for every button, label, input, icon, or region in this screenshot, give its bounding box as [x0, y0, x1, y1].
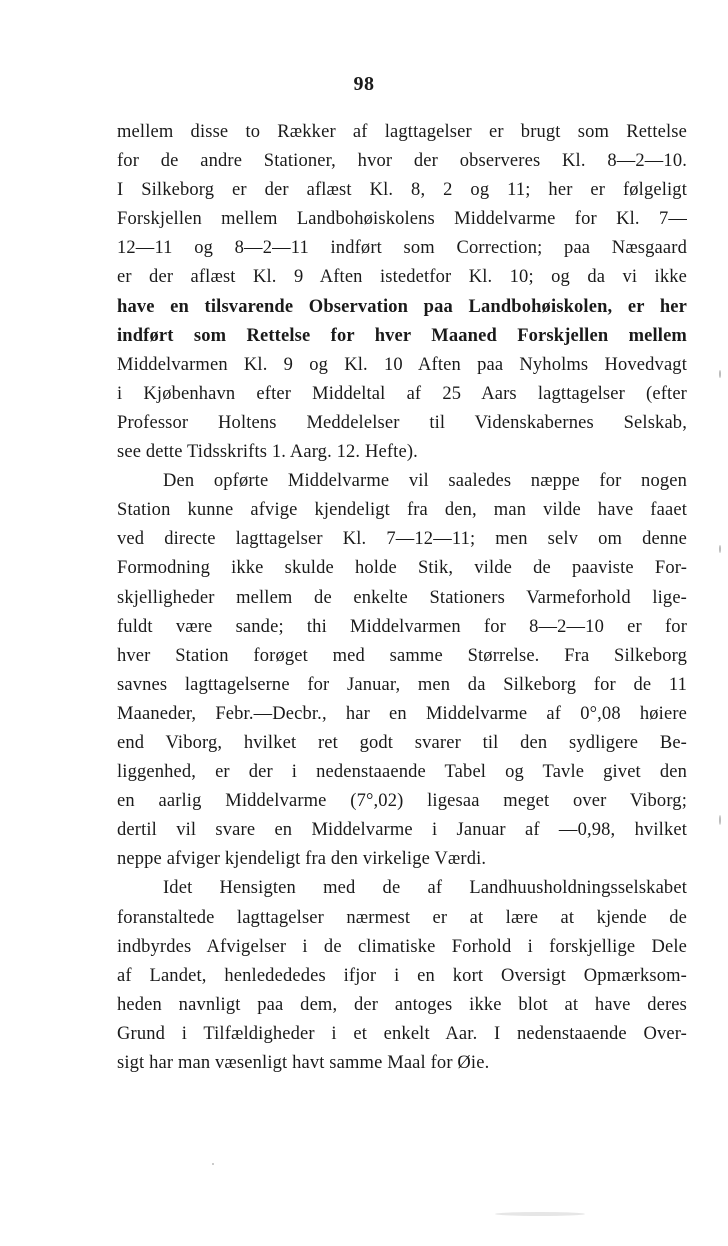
- text-line: for de andre Stationer, hvor der observeres Kl. 8—2—10.: [117, 151, 687, 172]
- body-text: [117, 118, 687, 1078]
- text-line: sigt har man væsenligt havt samme Maal for Øie.: [117, 1053, 490, 1073]
- text-line: end Viborg, hvilket ret godt svarer til den sydligere Be-: [117, 732, 687, 753]
- text-line: i Kjøbenhavn efter Middeltal af 25 Aars lagttagelser (efter: [117, 383, 687, 404]
- scan-speck: [719, 815, 721, 825]
- text-line: Forskjellen mellem Landbohøiskolens Middelvarme for Kl. 7—: [117, 209, 687, 230]
- text-line: heden navnligt paa dem, der antoges ikke blot at have deres: [117, 994, 687, 1015]
- text-line: have en tilsvarende Observation paa Landbohøiskolen, er her: [117, 296, 687, 317]
- scan-speck: [212, 1163, 214, 1165]
- text-line: savnes lagttagelserne for Januar, men da Silkeborg for de 11: [117, 674, 687, 695]
- paragraph-2: [117, 467, 687, 874]
- text-line: Grund i Tilfældigheder i et enkelt Aar. I nedenstaaende Over-: [117, 1023, 687, 1044]
- text-line: af Landet, henledededes ifjor i en kort Oversigt Opmærksom-: [117, 965, 687, 986]
- text-line: Idet Hensigten med de af Landhuusholdningsselskabet: [163, 878, 687, 899]
- text-line: 12—11 og 8—2—11 indført som Correction; paa Næsgaard: [117, 238, 687, 259]
- text-line: ved directe lagttagelser Kl. 7—12—11; men selv om denne: [117, 529, 687, 550]
- scan-speck: [719, 370, 721, 378]
- text-line: liggenhed, er der i nedenstaaende Tabel og Tavle givet den: [117, 762, 687, 783]
- text-line: I Silkeborg er der aflæst Kl. 8, 2 og 11; her er følgeligt: [117, 180, 687, 201]
- text-line: Formodning ikke skulde holde Stik, vilde de paaviste For-: [117, 558, 687, 579]
- text-line: Den opførte Middelvarme vil saaledes næppe for nogen: [163, 471, 687, 492]
- scan-speck: [495, 1212, 585, 1216]
- text-line: dertil vil svare en Middelvarme i Januar af —0,98, hvilket: [117, 820, 687, 841]
- text-line: er der aflæst Kl. 9 Aften istedetfor Kl. 10; og da vi ikke: [117, 267, 687, 288]
- paragraph-1: [117, 118, 687, 467]
- text-line: en aarlig Middelvarme (7°,02) ligesaa meget over Viborg;: [117, 791, 687, 812]
- text-line: skjelligheder mellem de enkelte Stationers Varmeforhold lige-: [117, 587, 687, 608]
- text-line: indbyrdes Afvigelser i de climatiske Forhold i forskjellige Dele: [117, 936, 687, 957]
- text-line: Maaneder, Febr.—Decbr., har en Middelvarme af 0°,08 høiere: [117, 703, 687, 724]
- text-line: hver Station forøget med samme Størrelse. Fra Silkeborg: [117, 645, 687, 666]
- text-line: foranstaltede lagttagelser nærmest er at lære at kjende de: [117, 907, 687, 928]
- text-line: fuldt være sande; thi Middelvarmen for 8—2—10 er for: [117, 616, 687, 637]
- text-line: mellem disse to Rækker af lagttagelser er brugt som Rettelse: [117, 122, 687, 142]
- text-line: Station kunne afvige kjendeligt fra den, man vilde have faaet: [117, 500, 687, 521]
- text-line: see dette Tidsskrifts 1. Aarg. 12. Hefte).: [117, 442, 418, 463]
- text-line: Middelvarmen Kl. 9 og Kl. 10 Aften paa Nyholms Hovedvagt: [117, 354, 687, 375]
- text-line: neppe afviger kjendeligt fra den virkelige Værdi.: [117, 849, 487, 870]
- page-number: 98: [353, 73, 375, 95]
- text-line: indført som Rettelse for hver Maaned Forskjellen mellem: [117, 325, 687, 346]
- paragraph-3: [117, 874, 687, 1078]
- scan-speck: [719, 545, 721, 553]
- text-line: Professor Holtens Meddelelser til Videnskabernes Selskab,: [117, 412, 687, 433]
